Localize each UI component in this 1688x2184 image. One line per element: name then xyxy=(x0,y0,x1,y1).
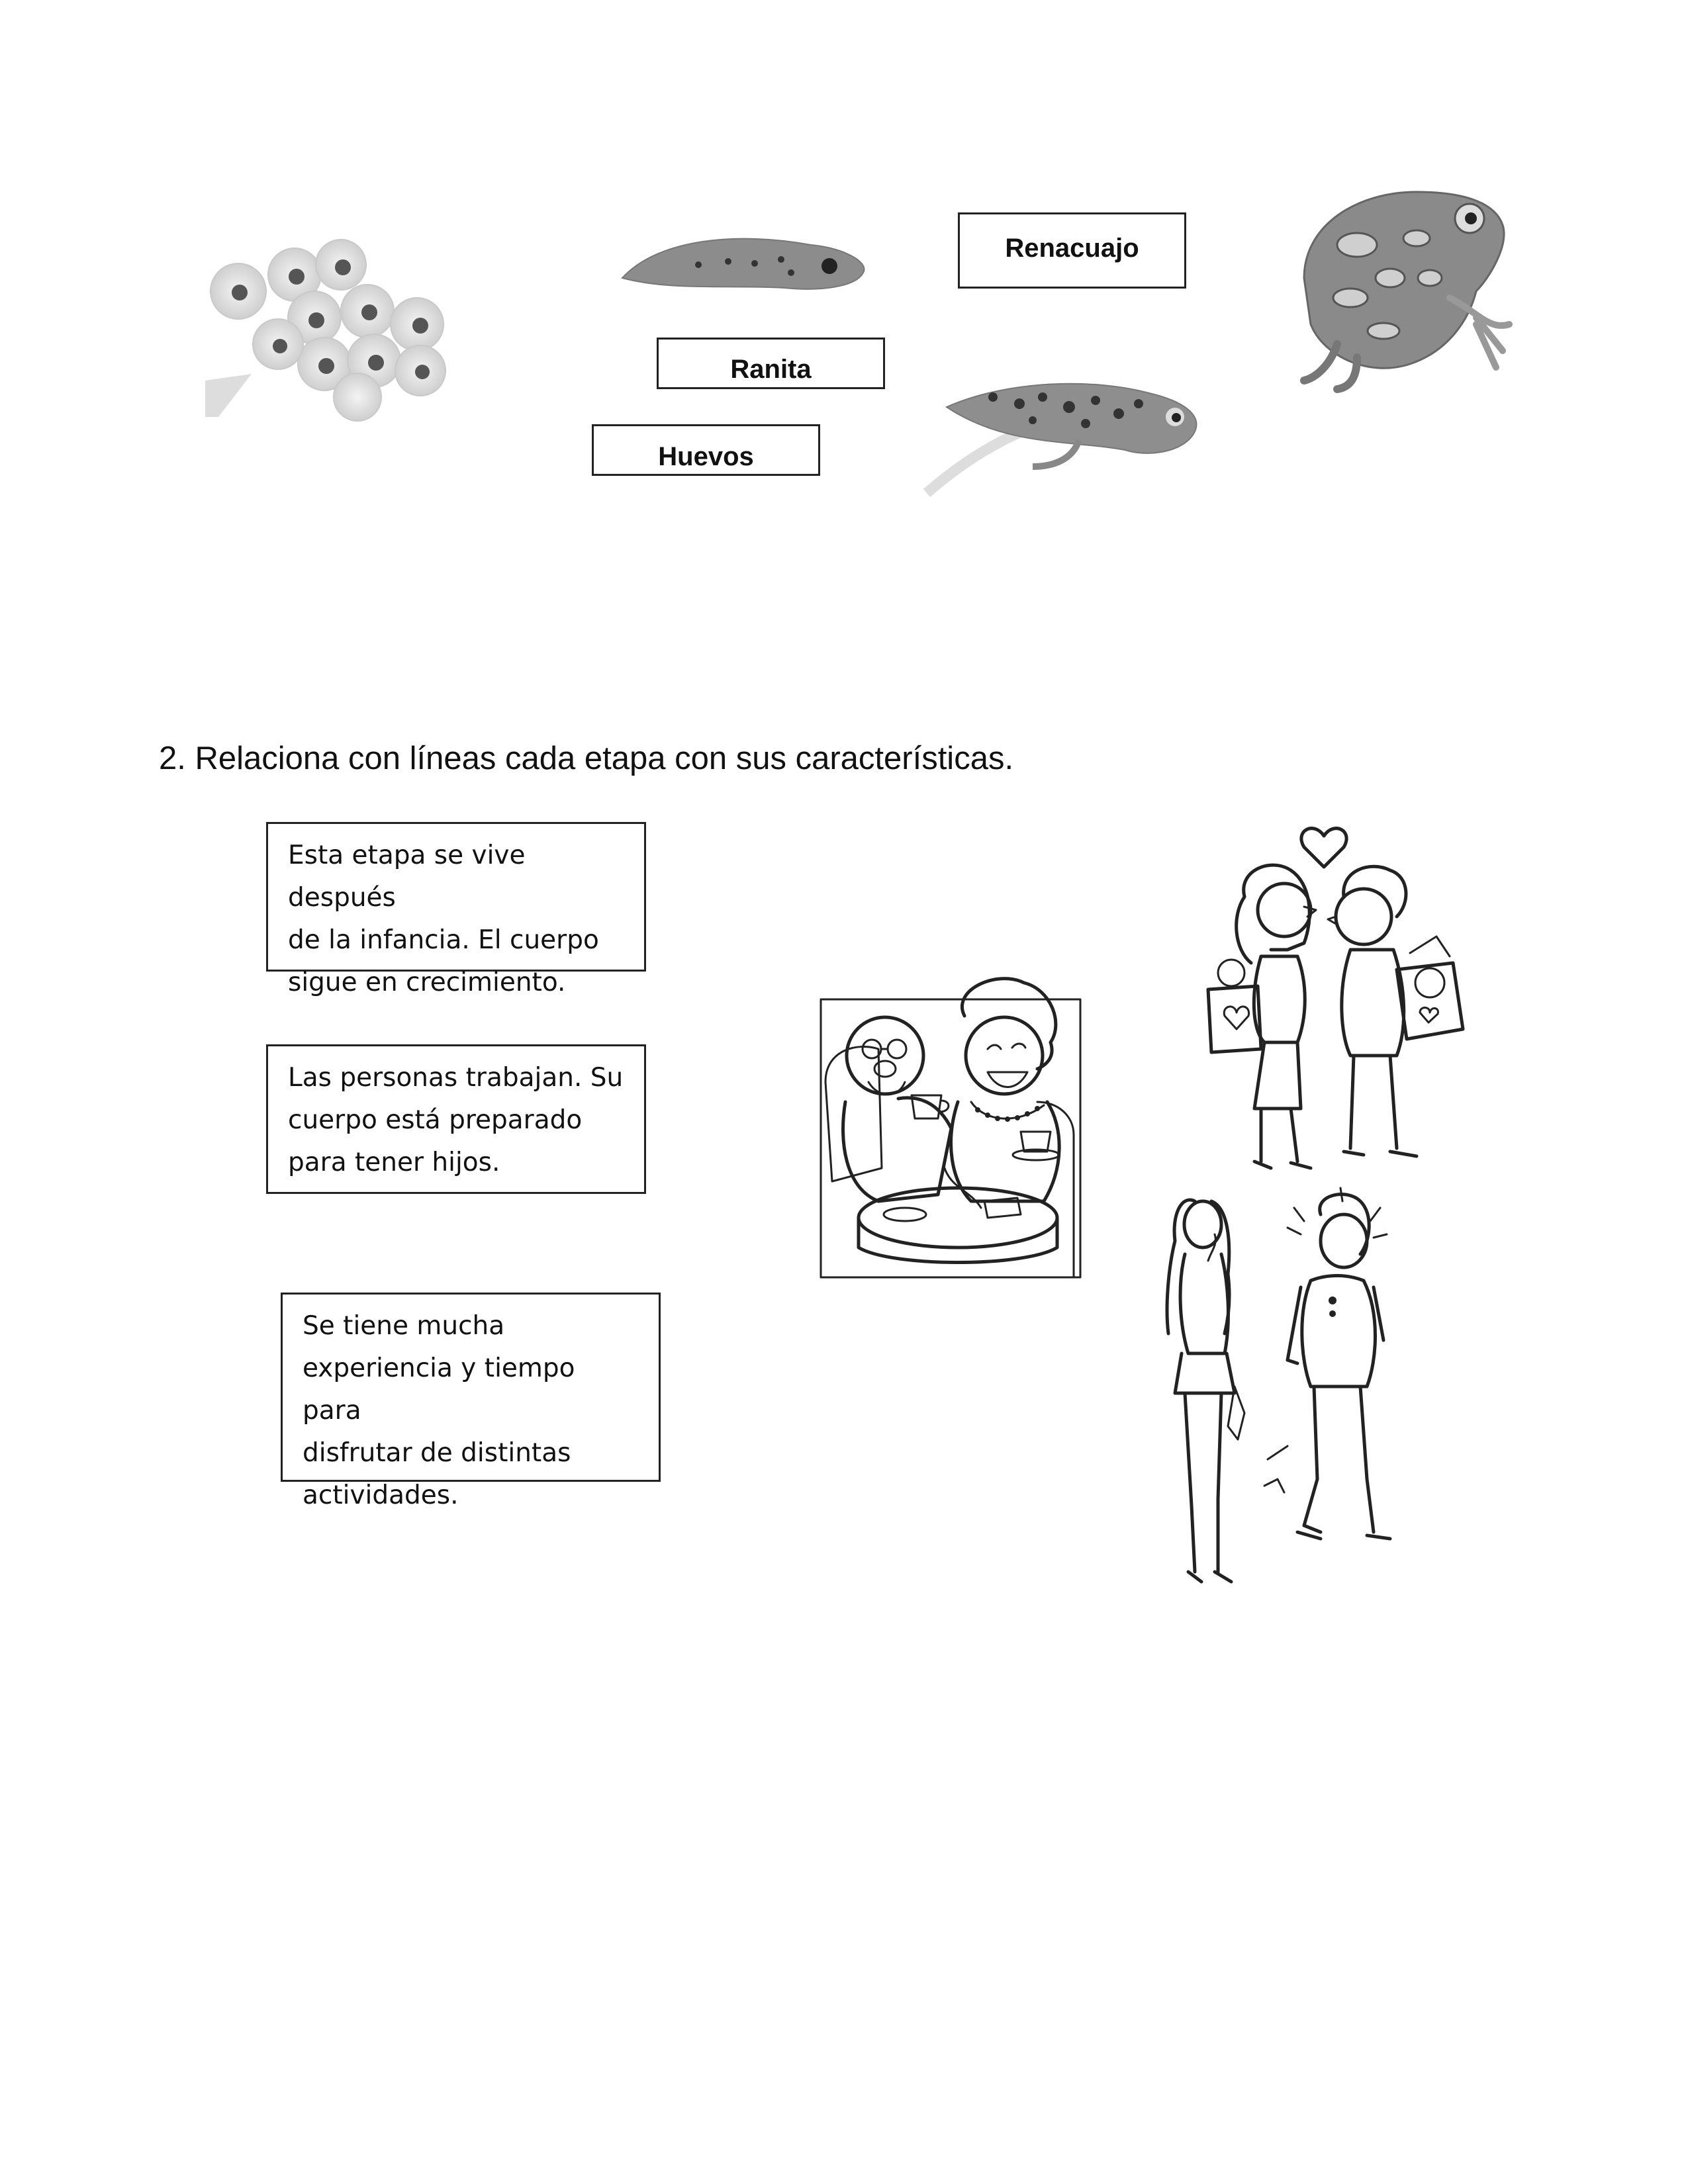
tadpole-icon xyxy=(619,225,870,298)
teen-couple-icon xyxy=(1155,1188,1446,1585)
frog-eggs-icon xyxy=(199,238,477,417)
label-eggs: Huevos xyxy=(592,424,820,476)
adult-couple-icon xyxy=(1198,817,1476,1175)
exercise-instruction: 2. Relaciona con líneas cada etapa con sus características. xyxy=(159,741,1014,776)
label-tadpole: Renacuajo xyxy=(958,212,1186,289)
froglet-icon xyxy=(927,367,1211,500)
description-adolescence: Esta etapa se vive después de la infancia. El cuerpo sigue en crecimiento. xyxy=(266,822,646,972)
label-froglet: Ranita xyxy=(657,338,885,389)
description-old-age: Se tiene mucha experiencia y tiempo para disfrutar de distintas actividades. xyxy=(281,1293,661,1482)
description-adulthood: Las personas trabajan. Su cuerpo está preparado para tener hijos. xyxy=(266,1044,646,1194)
elderly-couple-icon xyxy=(819,970,1084,1281)
frog-icon xyxy=(1278,179,1523,390)
